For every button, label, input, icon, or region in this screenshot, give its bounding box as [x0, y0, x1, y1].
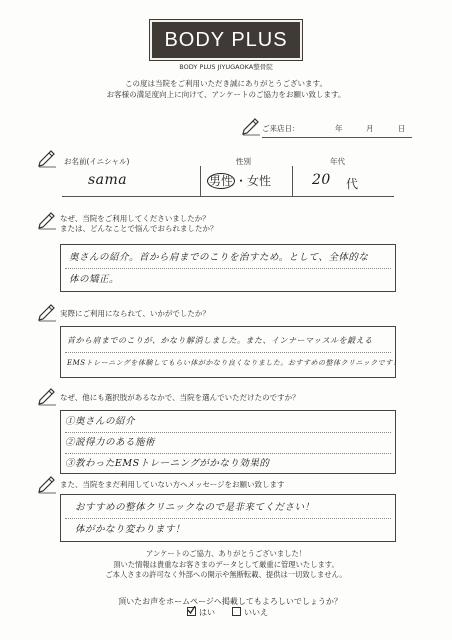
- answer-2-line-1: 首から肩までのこりが、かなり解消しました。また、インナーマッスルを鍛える: [67, 336, 373, 345]
- visit-month-label: 月: [366, 124, 374, 133]
- pencil-icon: [36, 386, 58, 408]
- question-3: なぜ、他にも選択肢があるなかで、当院を選んでいただけたのですか？: [60, 393, 300, 402]
- answer-3-line-1: ①奥さんの紹介: [65, 416, 136, 427]
- question-1-line-2: または、どんなことで悩んでおられましたか？: [60, 224, 218, 233]
- brand-logo: BODY PLUS: [150, 20, 302, 60]
- gender-label: 性別: [236, 157, 251, 166]
- answer-box-4: [60, 494, 396, 542]
- gender-male-selected: 男性: [209, 174, 234, 188]
- intro-line-2: お客様の満足度向上に向けて、アンケートのご協力をお願い致します。: [106, 90, 346, 99]
- profile-underline: [62, 196, 394, 197]
- name-value: sama: [88, 172, 128, 188]
- answer-4-line-1: おすすめの整体クリニックなので是非来てください！: [75, 502, 315, 513]
- checkbox-icon[interactable]: [232, 607, 241, 616]
- clinic-subtitle: BODY PLUS JIYUGAOKA整骨院: [179, 63, 273, 71]
- consent-yes[interactable]: [187, 607, 215, 618]
- age-label: 年代: [330, 157, 345, 166]
- checkbox-checked-icon[interactable]: [187, 607, 196, 616]
- pencil-icon: [36, 302, 58, 324]
- visit-date-label: ご来店日：: [262, 124, 300, 133]
- pencil-icon: [36, 474, 58, 496]
- answer-1-line-2: 体の矯正。: [69, 274, 120, 285]
- footer-line-1: アンケートのご協力、ありがとうございました！: [145, 549, 307, 558]
- answer-box-1: [60, 244, 396, 292]
- pencil-icon: [36, 210, 58, 232]
- question-2: 実際にご利用になられて、いかがでしたか？: [60, 309, 210, 318]
- answer-3-line-3: ③教わったEMSトレーニングがかなり効果的: [65, 458, 270, 469]
- pencil-icon: [240, 116, 262, 138]
- footer-line-2: 頂いた情報は貴重なお客さまのデータとして厳重に管理いたします。: [113, 559, 339, 569]
- gender-separator: ・: [235, 174, 248, 188]
- consent-no[interactable]: [232, 607, 268, 618]
- answer-1-line-1: 奥さんの紹介。首から肩までのこりを治すため。として、全体的な: [69, 252, 369, 263]
- answer-box-3: [60, 410, 396, 474]
- age-unit: 代: [346, 177, 359, 191]
- profile-divider: [292, 166, 293, 196]
- visit-date-underline: [262, 137, 412, 138]
- footer-notice: [60, 549, 392, 581]
- profile-divider: [200, 166, 201, 196]
- answer-4-line-2: 体がかなり変わります！: [75, 524, 186, 535]
- footer-line-3: ご本人さまの許可なく外部への開示や無断転載、提供は一切致しません。: [105, 570, 347, 579]
- question-4: また、当院をまだ利用していない方へメッセージをお願い致します: [60, 480, 285, 489]
- question-1-line-1: なぜ、当院をご利用してくださいましたか？: [60, 214, 210, 223]
- gender-female: 女性: [247, 174, 272, 188]
- age-value: 20: [312, 172, 331, 188]
- consent-question: 頂いたお声をホームページへ掲載してもよろしいでしょうか？: [118, 597, 342, 606]
- answer-box-2: [60, 326, 401, 378]
- answer-3-line-2: ②説得力のある施術: [65, 437, 156, 448]
- consent-no-label: いいえ: [244, 608, 268, 617]
- intro-line-1: この度は当院をご利用いただき誠にありがとうございます。: [125, 79, 327, 88]
- pencil-icon: [36, 148, 58, 170]
- name-label: お名前(イニシャル): [64, 157, 130, 166]
- answer-2-line-2: EMSトレーニングを体験してもらい体がかなり良くなりました。おすすめの整体クリニックです！: [67, 359, 401, 367]
- consent-yes-label: はい: [199, 608, 215, 617]
- question-1: [60, 214, 218, 234]
- gender-options: [207, 172, 271, 189]
- intro-text: [60, 78, 392, 100]
- visit-year-label: 年: [335, 124, 343, 133]
- visit-day-label: 日: [398, 124, 406, 133]
